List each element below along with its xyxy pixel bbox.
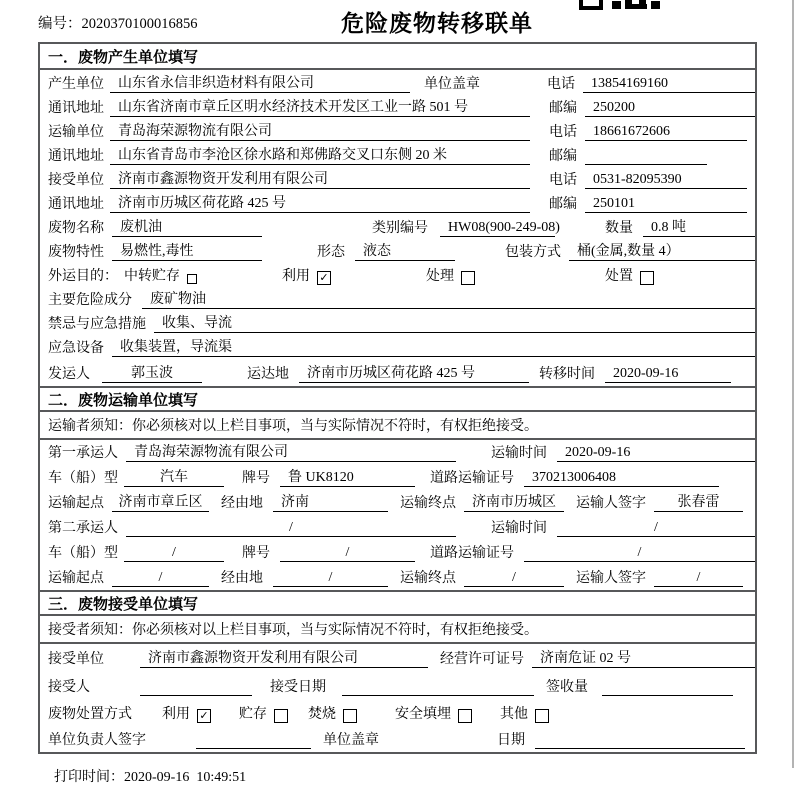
print-time-label: 打印时间： [54,770,124,785]
row-accept-person [40,671,755,699]
purpose-option-storage [124,268,197,285]
transfer-form [38,42,757,754]
print-time-value: 2020-09-16 10:49:51 [124,770,247,785]
purpose-option-treat [426,268,475,285]
checkbox-use: ✓ [317,271,331,285]
carrier1-time-value: 2020-09-16 [557,444,755,462]
vehicle1-label: 车（船）型 [48,471,118,486]
disposal-option-store-label: 贮存 [239,707,267,722]
row-dispatch [40,360,755,386]
print-time [40,750,246,802]
route1-origin-value: 济南市章丘区 [112,494,209,512]
route2-end-value: / [464,569,564,587]
disposal-label: 废物处置方式 [48,707,132,722]
row-route1 [40,490,755,515]
row-producer [40,70,755,96]
section1-header: 一．废物产生单位填写 [40,44,755,70]
disposal-option-burn-label: 焚烧 [308,707,336,722]
row-producer-addr [40,96,755,120]
permit2-label: 道路运输证号 [430,546,514,561]
traits-label: 废物特性 [48,245,104,260]
disposal-option-other-label: 其他 [500,707,528,722]
receiver-phone-value: 0531-82095390 [585,171,747,189]
producer-label: 产生单位 [48,77,104,92]
row-accept-unit [40,644,755,671]
accept-unit-label: 接受单位 [48,652,104,667]
route1-via-value: 济南 [273,494,388,512]
carrier1-label: 第一承运人 [48,446,118,461]
packing-value: 桶(金属,数量 4） [569,243,755,261]
accept-unit-value: 济南市鑫源物资开发利用有限公司 [140,650,428,668]
transporter-post-value [585,148,707,165]
accept-person-value [140,679,252,696]
checkbox-storage [187,274,197,284]
form-label: 形态 [317,245,345,260]
disposal-option-store [239,706,288,723]
disposal-option-other [500,706,549,723]
page-title: 危险废物转移联单 [341,10,533,36]
row-carrier1 [40,440,755,465]
purpose-option-dispose-label: 处置 [605,269,633,284]
responsible-sign-label: 单位负责人签字 [48,733,146,748]
transporter-value: 青岛海荣源物流有限公司 [110,123,530,141]
row-purpose [40,264,755,288]
carrier2-value: / [126,519,456,537]
waste-name-label: 废物名称 [48,221,104,236]
row-waste-name [40,216,755,240]
permit2-value: / [524,544,755,562]
row-responsible-sign [40,726,755,752]
checkbox-disposal-burn [343,709,357,723]
disposal-option-use [162,706,211,723]
carrier2-time-label: 运输时间 [491,521,547,536]
route2-via-label: 经由地 [221,571,263,586]
transporter-addr-label: 通讯地址 [48,149,104,164]
row-route2 [40,565,755,590]
receiver-phone-label: 电话 [549,173,577,188]
plate2-value: / [280,544,415,562]
category-value: HW08(900-249-08) [440,219,555,237]
shipper-value: 郭玉波 [102,365,202,383]
receiver-addr-label: 通讯地址 [48,197,104,212]
receiver-post-label: 邮编 [549,197,577,212]
carrier1-value: 青岛海荣源物流有限公司 [126,444,456,462]
quantity-value: 0.8 吨 [643,219,755,237]
row-receiver-addr [40,192,755,216]
route2-sign-value: / [654,569,743,587]
purpose-option-dispose [605,268,654,285]
route2-origin-value: / [112,569,209,587]
producer-value: 山东省永信非织造材料有限公司 [110,75,410,93]
receiver-addr-value: 济南市历城区荷花路 425 号 [110,195,530,213]
accept-date-label: 接受日期 [270,680,326,695]
receiver-value: 济南市鑫源物资开发利用有限公司 [110,171,530,189]
route1-via-label: 经由地 [221,496,263,511]
route2-end-label: 运输终点 [400,571,456,586]
row-emergency [40,312,755,336]
row-disposal [40,699,755,726]
plate1-value: 鲁 UK8120 [280,469,415,487]
purpose-option-use-label: 利用 [282,269,310,284]
receipt-qty-value [602,679,733,696]
permit1-value: 370213006408 [524,469,719,487]
purpose-label: 外运目的： [48,269,118,284]
seal-date-label: 日期 [497,733,525,748]
producer-addr-label: 通讯地址 [48,101,104,116]
checkbox-disposal-use: ✓ [197,709,211,723]
route2-via-value: / [273,569,388,587]
section3-notice: 接受者须知：你必须核对以上栏目事项，当与实际情况不符时，有权拒绝接受。 [40,616,755,644]
destination-value: 济南市历城区荷花路 425 号 [299,365,529,383]
transporter-phone-label: 电话 [549,125,577,140]
row-vehicle1 [40,465,755,490]
unit-seal-label: 单位盖章 [424,77,480,92]
license-value: 济南危证 02 号 [532,650,755,668]
vehicle2-label: 车（船）型 [48,546,118,561]
emergency-label: 禁忌与应急措施 [48,317,146,332]
quantity-label: 数量 [605,221,633,236]
transporter-label: 运输单位 [48,125,104,140]
disposal-option-landfill [395,706,472,723]
permit1-label: 道路运输证号 [430,471,514,486]
waste-name-value: 废机油 [112,219,262,237]
receipt-qty-label: 签收量 [546,680,588,695]
disposal-option-use-label: 利用 [162,707,190,722]
transfer-date-value: 2020-09-16 [605,365,731,383]
checkbox-disposal-store [274,709,288,723]
shipper-label: 发运人 [48,367,90,382]
plate1-label: 牌号 [242,471,270,486]
vehicle2-value: / [124,544,224,562]
purpose-option-use [282,268,331,285]
transporter-phone-value: 18661672606 [585,123,747,141]
row-carrier2 [40,515,755,540]
row-hazard [40,288,755,312]
row-vehicle2 [40,540,755,565]
page-right-edge [792,0,794,768]
hazard-label: 主要危险成分 [48,293,132,308]
traits-value: 易燃性,毒性 [112,243,262,261]
carrier1-time-label: 运输时间 [491,446,547,461]
doc-number-value: 2020370100016856 [81,16,198,32]
checkbox-dispose [640,271,654,285]
section2-header: 二．废物运输单位填写 [40,386,755,412]
transfer-date-label: 转移时间 [539,367,595,382]
qr-code-icon [579,0,661,9]
route1-sign-label: 运输人签字 [576,496,646,511]
receiver-post-value: 250101 [585,195,747,213]
row-transporter [40,120,755,144]
producer-post-label: 邮编 [549,101,577,116]
doc-number-label: 编号： [38,16,82,32]
route1-end-label: 运输终点 [400,496,456,511]
producer-phone-label: 电话 [547,77,575,92]
checkbox-disposal-landfill [458,709,472,723]
transporter-post-label: 邮编 [549,149,577,164]
accept-person-label: 接受人 [48,680,90,695]
purpose-option-storage-label: 中转贮存 [124,269,180,284]
transporter-addr-value: 山东省青岛市李沧区徐水路和郑佛路交叉口东侧 20 米 [110,147,530,165]
row-waste-traits [40,240,755,264]
purpose-option-treat-label: 处理 [426,269,454,284]
form-value: 液态 [355,243,455,261]
section2-notice: 运输者须知：你必须核对以上栏目事项，当与实际情况不符时，有权拒绝接受。 [40,412,755,440]
equipment-value: 收集装置，导流渠 [112,339,755,357]
producer-addr-value: 山东省济南市章丘区明水经济技术开发区工业一路 501 号 [110,99,530,117]
carrier2-time-value: / [557,519,755,537]
checkbox-disposal-other [535,709,549,723]
equipment-label: 应急设备 [48,341,104,356]
producer-phone-value: 13854169160 [583,75,755,93]
row-transporter-addr [40,144,755,168]
category-label: 类别编号 [372,221,428,236]
route2-sign-label: 运输人签字 [576,571,646,586]
packing-label: 包装方式 [505,245,561,260]
section3-header: 三．废物接受单位填写 [40,590,755,616]
route1-sign-value: 张春雷 [654,494,743,512]
producer-post-value: 250200 [585,99,755,117]
doc-number [38,12,198,33]
receiver-label: 接受单位 [48,173,104,188]
disposal-option-burn [308,706,357,723]
row-equipment [40,336,755,360]
checkbox-treat [461,271,475,285]
accept-date-value [342,679,534,696]
route2-origin-label: 运输起点 [48,571,104,586]
disposal-option-landfill-label: 安全填埋 [395,707,451,722]
route1-origin-label: 运输起点 [48,496,104,511]
vehicle1-value: 汽车 [124,469,224,487]
responsible-sign-value [196,732,311,749]
carrier2-label: 第二承运人 [48,521,118,536]
license-label: 经营许可证号 [440,652,524,667]
plate2-label: 牌号 [242,546,270,561]
unit-seal2-label: 单位盖章 [323,733,379,748]
seal-date-value [535,732,745,749]
route1-end-value: 济南市历城区 [464,494,564,512]
emergency-value: 收集、导流 [154,315,755,333]
destination-label: 运达地 [247,367,289,382]
hazard-value: 废矿物油 [142,291,755,309]
row-receiver [40,168,755,192]
